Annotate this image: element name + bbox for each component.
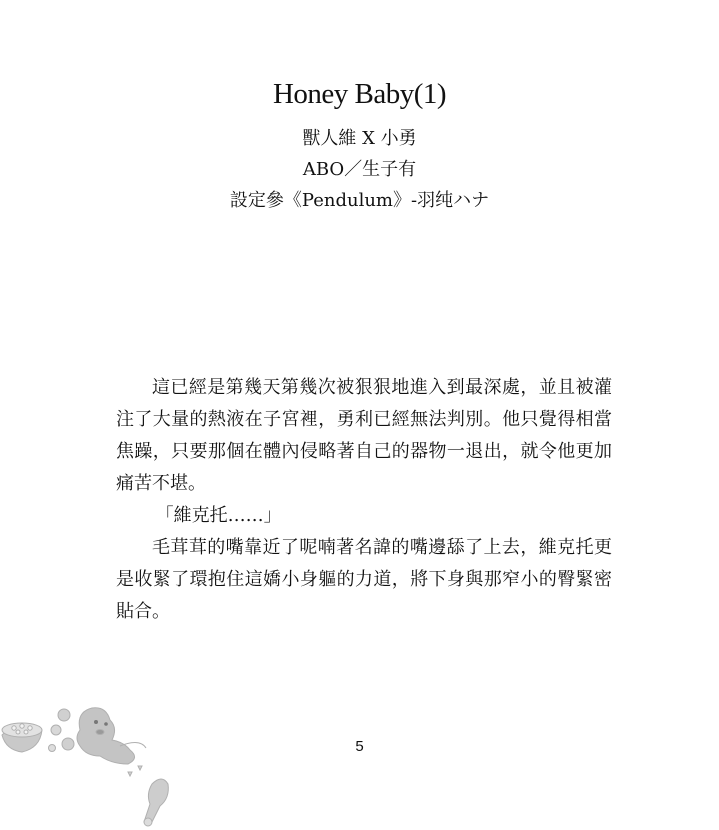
pairing-line: 獸人維 X 小勇 — [302, 128, 417, 149]
page-number: 5 — [355, 738, 364, 755]
story-body — [116, 372, 612, 628]
dog-and-bowl-illustration-icon — [0, 690, 200, 830]
paragraph: 毛茸茸的嘴靠近了呢喃著名諱的嘴邊舔了上去，維克托更是收緊了環抱住這嬌小身軀的力道，將下身與那窄小的臀緊密貼合。 — [116, 537, 612, 622]
page-title: Honey Baby(1) — [272, 78, 447, 110]
paragraph-dialogue: 「維克托……」 — [155, 505, 282, 526]
setting-line: ABO／生子有 — [302, 159, 417, 180]
reference-line: 設定參《Pendulum》-羽纯ハナ — [229, 190, 490, 211]
paragraph: 這已經是第幾天第幾次被狠狠地進入到最深處，並且被灌注了大量的熱液在子宮裡，勇利已經無法判別。他只覺得相當焦躁，只要那個在體內侵略著自己的器物一退出，就令他更加痛苦不堪。 — [116, 377, 612, 494]
